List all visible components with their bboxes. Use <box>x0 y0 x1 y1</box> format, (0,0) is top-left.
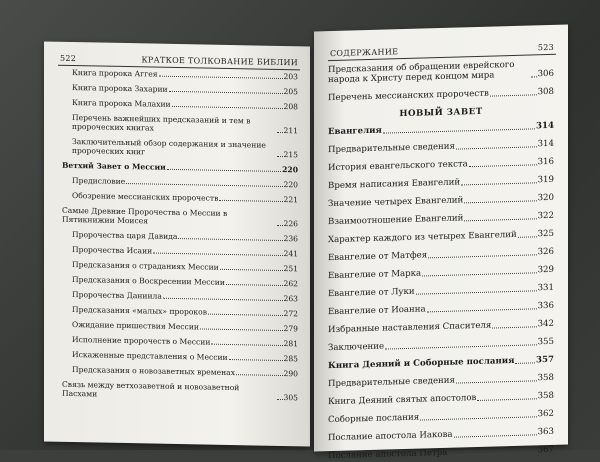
toc-entry-title: Соборные послания <box>328 412 420 426</box>
toc-entry <box>328 229 554 245</box>
toc-entry <box>328 409 554 425</box>
toc-entry-page: 205 <box>283 87 298 97</box>
toc-entry-title: Предварительные сведения <box>328 375 455 390</box>
toc-entry <box>62 245 298 259</box>
toc-entry <box>328 355 554 371</box>
toc-entry-title: Книга Деяний и Соборные послания <box>328 355 515 372</box>
dot-leader <box>454 434 537 437</box>
toc-entry-title: Евангелие от Луки <box>328 286 415 300</box>
toc-entry-title: Пророчества Даниила <box>72 289 162 301</box>
toc-entry-title: Самые Древние Пророчества о Мессии в Пятикнижии Моисея <box>62 205 228 226</box>
toc-entry <box>328 373 554 389</box>
dot-leader <box>277 156 283 157</box>
toc-entry <box>328 283 554 299</box>
toc-entry-page: 326 <box>537 246 554 258</box>
toc-entry-title: Избранные наставления Спасителя <box>328 320 492 336</box>
toc-entry <box>62 260 298 274</box>
toc-entry <box>328 175 554 191</box>
toc-entry <box>62 83 298 97</box>
toc-entry-title: Характер каждого из четырех Евангелий <box>328 229 517 246</box>
toc-entry <box>328 301 554 317</box>
toc-entry-title: Предварительные сведения <box>328 141 455 156</box>
toc-entry <box>62 137 298 160</box>
toc-entry-title: Искаженные представления о Мессии <box>72 349 228 362</box>
dot-leader <box>226 284 283 286</box>
toc-entry <box>328 247 554 263</box>
toc-entry-title: Предсказания о Воскресении Мессии <box>72 274 225 287</box>
dot-leader <box>167 169 281 172</box>
toc-entry <box>328 211 554 227</box>
toc-entry-title: Связь между ветхозаветной и новозаветной Пасхами <box>62 379 240 399</box>
dot-leader <box>178 238 282 241</box>
dot-leader <box>163 298 283 301</box>
toc-entry-title: Взаимоотношение Евангелий <box>328 213 464 228</box>
toc-entry <box>62 380 298 403</box>
toc-entry-page: 262 <box>283 279 298 289</box>
toc-list <box>62 68 298 403</box>
toc-entry-title: Предсказания об обращении еврейского народа к Христу перед концом мира <box>328 59 515 86</box>
toc-entry-title: Книга пророка Малахии <box>72 97 171 109</box>
dot-leader <box>477 398 536 401</box>
toc-entry <box>328 87 554 103</box>
dot-leader <box>172 106 283 109</box>
dot-leader <box>200 328 283 331</box>
toc-entry <box>62 230 298 244</box>
dot-leader <box>428 254 536 258</box>
toc-entry <box>328 427 554 443</box>
left-page <box>44 41 310 446</box>
toc-entry-title: Послание апостола Петра <box>328 447 448 462</box>
dot-leader <box>208 314 283 316</box>
toc-entry <box>62 206 298 229</box>
toc-entry-page: 316 <box>537 156 554 168</box>
toc-entry-page: 203 <box>283 72 298 82</box>
toc-entry <box>62 290 298 304</box>
toc-entry <box>328 337 554 353</box>
toc-entry-page: 325 <box>537 228 554 240</box>
dot-leader <box>383 128 535 133</box>
page-number: 522 <box>60 53 77 64</box>
toc-entry-title: Книга пророка Аггея <box>72 67 158 79</box>
dot-leader <box>220 269 283 271</box>
toc-entry <box>62 275 298 289</box>
dot-leader <box>277 132 283 133</box>
toc-entry-title: Исполнение пророчеств о Мессии <box>72 334 211 347</box>
toc-entry <box>328 193 554 209</box>
dot-leader <box>277 399 283 400</box>
toc-entry-page: 220 <box>282 165 298 175</box>
toc-entry <box>62 68 298 82</box>
right-page <box>314 24 568 462</box>
toc-entry-title: Заключительный обзор содержания и значение пророческих книг <box>72 136 266 157</box>
toc-entry-title: Заключение <box>328 341 385 354</box>
toc-entry-page: 272 <box>283 309 298 319</box>
toc-list <box>328 121 554 461</box>
dot-leader <box>416 290 537 294</box>
toc-entry-page: 220 <box>283 180 298 190</box>
running-header <box>328 43 556 61</box>
toc-entry-page: 306 <box>537 68 554 80</box>
toc-entry <box>62 320 298 334</box>
dot-leader <box>456 380 537 383</box>
dot-leader <box>229 359 283 361</box>
toc-list <box>328 59 554 103</box>
toc-entry-page: 329 <box>537 264 554 276</box>
toc-entry-page: 263 <box>283 294 298 304</box>
toc-entry-title: Предисловие <box>72 175 126 187</box>
toc-entry-page: 285 <box>283 354 298 364</box>
toc-entry-title: История евангельского текста <box>328 159 468 174</box>
toc-entry-page: 320 <box>537 192 554 204</box>
toc-entry-title: Перечень мессианских пророчеств <box>328 88 489 104</box>
toc-entry-page: 367 <box>537 444 554 456</box>
dot-leader <box>456 146 537 149</box>
toc-entry-page: 355 <box>537 336 554 348</box>
toc-entry-title: Ветхий Завет о Мессии <box>62 160 166 172</box>
toc-entry <box>62 191 298 205</box>
dot-leader <box>464 200 536 203</box>
toc-entry <box>328 59 554 85</box>
toc-entry-page: 308 <box>537 86 554 98</box>
toc-entry-page: 281 <box>283 339 298 349</box>
toc-entry-page: 358 <box>537 372 554 384</box>
toc-entry-page: 336 <box>537 300 554 312</box>
toc-entry <box>62 305 298 319</box>
toc-entry-title: Ожидание пришествия Мессии <box>72 319 199 332</box>
toc-entry-page: 362 <box>537 408 554 420</box>
toc-entry-page: 251 <box>283 264 298 274</box>
dot-leader <box>469 164 537 167</box>
toc-entry-page: 358 <box>537 390 554 402</box>
toc-entry-page: 290 <box>283 369 298 379</box>
toc-entry <box>62 98 298 112</box>
toc-entry-page: 241 <box>283 249 298 259</box>
dot-leader <box>169 91 283 94</box>
toc-entry <box>328 319 554 335</box>
toc-entry-title: Время написания Евангелий <box>328 177 461 192</box>
toc-entry-page: 357 <box>536 354 554 366</box>
toc-entry <box>328 445 554 461</box>
dot-leader <box>153 253 282 256</box>
toc-entry-page: 319 <box>537 174 554 186</box>
toc-entry <box>62 350 298 364</box>
toc-entry-title: Значение четырех Евангелий <box>328 195 464 210</box>
running-title: СОДЕРЖАНИЕ <box>330 47 399 59</box>
dot-leader <box>531 76 537 77</box>
running-title: КРАТКОЕ ТОЛКОВАНИЕ БИБЛИИ <box>141 55 298 68</box>
toc-entry <box>62 365 298 379</box>
toc-entry-page: 221 <box>283 195 298 205</box>
toc-entry <box>62 176 298 190</box>
toc-entry <box>328 391 554 407</box>
dot-leader <box>277 225 283 226</box>
dot-leader <box>422 272 536 276</box>
toc-entry-page: 331 <box>537 282 554 294</box>
dot-leader <box>492 326 536 328</box>
toc-entry-title: Книга пророка Захарии <box>72 82 168 94</box>
dot-leader <box>490 94 537 96</box>
toc-entry-title: Предсказания «малых» пророков <box>72 304 207 317</box>
toc-entry-page: 211 <box>283 126 298 136</box>
toc-entry-page: 215 <box>283 150 298 160</box>
dot-leader <box>420 416 536 420</box>
toc-entry-page: 314 <box>536 120 554 132</box>
toc-entry <box>62 335 298 349</box>
dot-leader <box>385 344 536 349</box>
dot-leader <box>236 374 283 376</box>
section-heading: НОВЫЙ ЗАВЕТ <box>399 106 483 120</box>
toc-entry-title: Послание апостола Иакова <box>328 429 453 444</box>
toc-entry-page: 226 <box>283 219 298 229</box>
toc-entry-page: 322 <box>537 210 554 222</box>
dot-leader <box>515 362 535 364</box>
dot-leader <box>448 452 536 455</box>
toc-entry-title: Предсказания о страданиях Мессии <box>72 259 219 272</box>
dot-leader <box>211 344 282 346</box>
toc-entry-title: Пророчества Исаии <box>72 244 153 256</box>
toc-entry-page: 236 <box>283 234 298 244</box>
dot-leader <box>159 76 283 79</box>
toc-entry-title: Перечень важнейших предсказаний и тем в пророческих книгах <box>72 112 251 133</box>
toc-entry <box>328 157 554 173</box>
toc-entry <box>328 265 554 281</box>
toc-entry-page: 305 <box>283 393 298 403</box>
dot-leader <box>464 218 536 221</box>
dot-leader <box>126 183 282 187</box>
toc-entry-title: Евангелие от Матфея <box>328 250 428 264</box>
toc-entry <box>328 121 554 137</box>
toc-entry-title: Евангелие от Иоанна <box>328 304 426 318</box>
dot-leader <box>461 182 537 185</box>
toc-entry-page: 342 <box>537 318 554 330</box>
toc-entry-page: 279 <box>283 324 298 334</box>
dot-leader <box>219 200 282 202</box>
toc-entry-title: Пророчества царя Давида <box>72 229 178 242</box>
toc-entry-title: Предсказания о новозаветных временах <box>72 364 235 378</box>
toc-entry <box>62 113 298 136</box>
page-number: 523 <box>537 42 554 53</box>
toc-entry-page: 208 <box>283 102 298 112</box>
dot-leader <box>427 308 537 312</box>
toc-entry-page: 314 <box>537 138 554 150</box>
toc-entry-title: Книга Деяний святых апостолов <box>328 393 477 408</box>
toc-entry-page: 363 <box>537 426 554 438</box>
toc-entry-title: Обозрение мессианских пророчеств <box>72 190 219 203</box>
toc-entry <box>328 139 554 155</box>
toc-entry-title: Евангелие от Марка <box>328 268 422 282</box>
toc-entry-title: Евангелия <box>328 125 382 138</box>
dot-leader <box>518 236 537 238</box>
toc-entry <box>62 161 298 175</box>
